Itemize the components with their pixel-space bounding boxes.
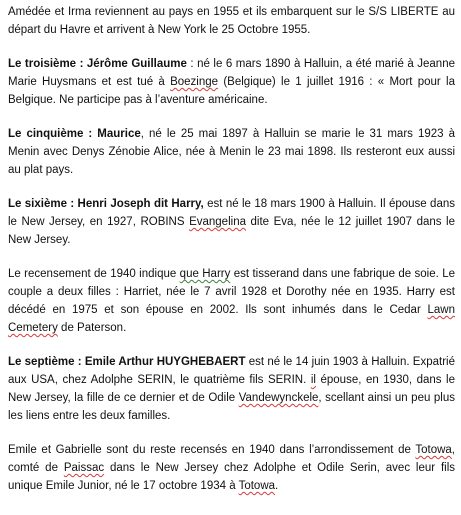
spellcheck-word: il <box>310 374 316 386</box>
paragraph <box>8 55 455 109</box>
text-run: est tisserand dans une fabrique de soie. Le couple a deux filles : Harriet, née le 7 avril 1928 et Dorothy née en 1935. Harry est décédé en 1975 et son épouse en 2002. Ils sont inhumés dans le Cedar <box>8 268 455 316</box>
text-run: épouse, en 1930, dans le New Jersey, la fille de ce dernier et de Odile <box>8 374 455 404</box>
text-run: : né le 6 mars 1890 à Halluin, a été marié à Jeanne Marie Huysmans et est tué à <box>8 58 455 88</box>
document-page <box>8 3 455 511</box>
text-run: dite Eva, née le 12 juillet 1907 dans le New Jersey. <box>8 216 456 246</box>
bold-heading: Le sixième : Henri Joseph dit Harry, <box>8 198 204 210</box>
text-run: est né le 14 juin 1903 à Halluin. Expatrié aux USA, chez Adolphe SERIN, le quatrième fils SERIN. <box>8 356 455 386</box>
spellcheck-word: Totowa <box>415 444 452 456</box>
text-run: , né le 25 mai 1897 à Halluin se marie le 31 mars 1923 à Menin avec Denys Zénobie Alice, née à Menin le 23 mai 1898. Ils resteront eux aussi au plat pays. <box>8 128 455 176</box>
spellcheck-word: Vandewynckele <box>238 392 319 404</box>
paragraph <box>8 265 455 337</box>
spellcheck-word: Totowa <box>238 480 276 492</box>
text-run: Amédée et Irma reviennent au pays en 1955 et ils embarquent sur le S/S LIBERTE au départ du Havre et arrivent à New York le 25 Octobre 1955. <box>8 6 455 36</box>
paragraph <box>8 353 455 425</box>
spellcheck-word: Evangelina <box>189 216 246 228</box>
spellcheck-word: Paissac <box>63 462 105 474</box>
spellcheck-word: Cemetery <box>8 322 58 334</box>
grammar-check-phrase: que Harry <box>179 268 231 280</box>
text-run: Emile et Gabrielle sont du reste recensés en 1940 dans l’arrondissement de <box>8 444 416 456</box>
text-run: , comté de <box>8 444 455 474</box>
text-run: est né le 18 mars 1900 à Halluin. Il épouse dans le New Jersey, en 1927, ROBINS <box>8 198 455 228</box>
paragraph <box>8 125 455 179</box>
text-run: dans le New Jersey chez Adolphe et Odile Serin, avec leur fils unique Emile Junior, né le 17 octobre 1934 à <box>8 462 456 492</box>
paragraph <box>8 3 455 39</box>
text-run: , scellant ainsi un peu plus les liens entre les deux familles. <box>8 392 455 422</box>
spellcheck-word: Lawn <box>427 304 455 316</box>
bold-heading: Le troisième : Jérôme Guillaume <box>8 58 187 70</box>
text-run: . <box>275 480 279 492</box>
text-run: Le recensement de 1940 indique <box>8 268 180 280</box>
bold-heading: Le cinquième : Maurice <box>8 128 141 140</box>
paragraph <box>8 441 455 495</box>
paragraph <box>8 195 455 249</box>
text-run: (Belgique) le 1 juillet 1916 : « Mort pour la Belgique. Ne participe pas à l’aventure américaine. <box>8 76 455 106</box>
bold-heading: Le septième : Emile Arthur HUYGHEBAERT <box>8 356 246 368</box>
text-run: de Paterson. <box>57 322 127 334</box>
spellcheck-word: Boezinge <box>170 76 219 88</box>
